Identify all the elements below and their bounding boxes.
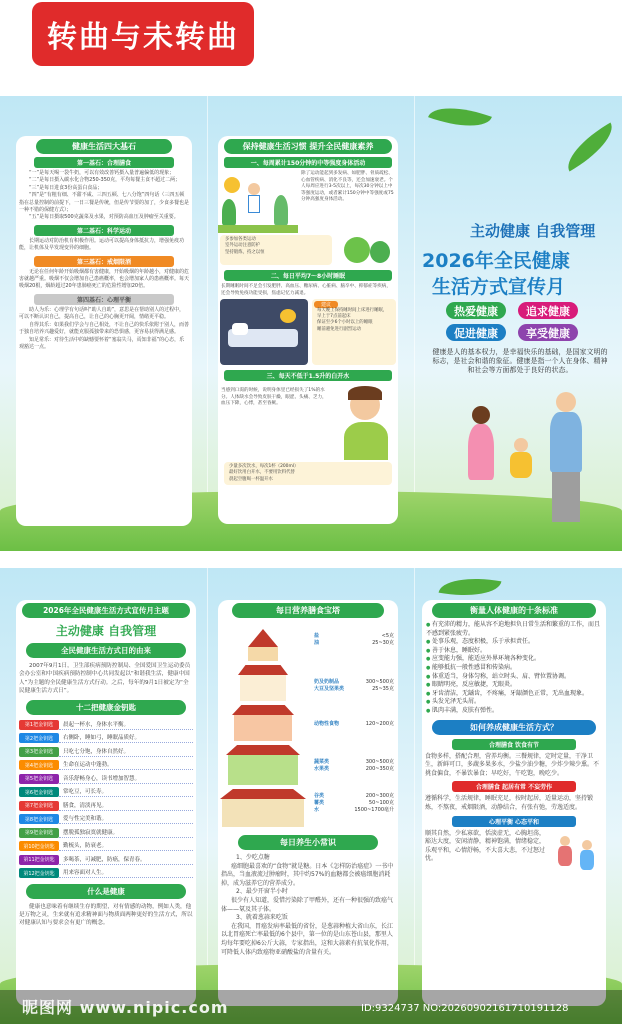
cornerstone-3-text: 无论在任何年龄开始吸烟都有害健康，开始吸烟的年龄越小，对健康的危害就越严重。吸烟不仅会增加自己患癌概率，也会增加家人的患癌概率。每天吸烟20根，烟龄超过20年患肺癌死亡的危险性增加20倍。 xyxy=(19,268,190,290)
level-value: 300~500克 xyxy=(365,759,394,765)
key-row xyxy=(19,746,193,759)
tip-item: 少量多次饮水，每次1杯（200ml） xyxy=(229,464,299,469)
cornerstone-1-text: “五”是每日摄取500克蔬菜及水果，对预防高血压及肿瘤至关重要。 xyxy=(29,214,179,221)
key-row xyxy=(19,867,193,880)
cornerstone-4-title: 第四基石：心理平衡 xyxy=(34,294,174,305)
tip-text: 在我国，胃癌发病率最低的省份，是葱蒜种植大省山东，长江以北胃癌死亡率最低的6个县中，第一位的是山东苍山县，那里人均每年要吃掉6公斤大蒜，专家指出，这和大蒜素有抗氧化作用，可降低人体内致癌物亚硝酸盐的含量有关。 xyxy=(221,922,394,956)
tip-heading: 3、就着葱蒜来吃饭 xyxy=(236,914,288,922)
panel-healthy-habits xyxy=(218,136,398,524)
food-pagoda xyxy=(218,621,398,831)
standard-item: ● 眼睛明亮，反应敏捷，无眼炎。 xyxy=(422,681,606,690)
pagoda-tier-salt-oil xyxy=(248,647,278,661)
key-text: 音乐舒畅身心，读书增加智慧。 xyxy=(59,774,193,784)
cornerstone-1-text: “四”是“有粗有细、不甜不咸、三四五顿、七八分饱”四句话（三四五顿指在总量控制的前提下，一日三餐是传统，但是传节要的加了，少食多餐也是一种不错的保健方式）； xyxy=(19,192,190,214)
tip-item: 最好饮用白开水，不要用饮料代替 xyxy=(229,470,295,476)
key-text: 爱与性完美和谐。 xyxy=(59,814,193,824)
leaf-decoration xyxy=(559,122,622,171)
level-value: <5克 xyxy=(381,633,394,639)
mind-title: 心理平衡 心态平和 xyxy=(452,816,576,827)
key-label: 第2把金钥匙 xyxy=(19,733,59,743)
key-row xyxy=(19,840,193,853)
cornerstone-3-title: 第三基石：戒烟限酒 xyxy=(34,256,174,267)
cover-slogan: 主动健康 自我管理 xyxy=(470,222,596,240)
mind-text: 顺其自然，少私寡欲，恬淡虚无，心胸坦荡，豁达大度，安闲清静，精神饱满，情绪稳定，乐观平和，心情舒畅，不大喜大悲，不过怒过忧。 xyxy=(425,829,546,863)
cover-title-line2: 生活方式宣传月 xyxy=(432,276,566,298)
standard-item: ● 应变能力强，能适应外界环境各种变化。 xyxy=(422,655,606,664)
key-label: 第5把金钥匙 xyxy=(19,774,59,784)
key-text: 用来容面对人生。 xyxy=(59,868,193,878)
key-text: 晨起一杯水，身体水平衡。 xyxy=(59,720,193,730)
key-label: 第11把金钥匙 xyxy=(19,855,59,865)
habit-3-tips xyxy=(224,462,392,485)
key-row xyxy=(19,719,193,732)
cornerstone-2-text: 长期运动对防治机有积极作用。运动可以提高身体抵抗力，增强免疫功能，让机体及早发现变异的细胞。 xyxy=(19,237,185,252)
key-label: 第3把金钥匙 xyxy=(19,747,59,757)
standard-item: ● 肌肉丰满，皮肤有弹性。 xyxy=(422,707,606,716)
leaf-decoration xyxy=(428,96,492,137)
level-name: 蔬菜类 xyxy=(314,759,330,765)
how-title: 如何养成健康生活方式？ xyxy=(432,720,596,735)
habit-2-advice xyxy=(312,299,396,365)
fold-line xyxy=(207,568,208,1024)
pagoda-label-meat xyxy=(314,721,394,728)
level-name: 薯类 xyxy=(314,800,325,806)
panel-health-standards xyxy=(422,600,606,1006)
level-name: 油 xyxy=(314,640,320,646)
pagoda-tier-vegetables xyxy=(228,755,298,785)
sleeping-illustration xyxy=(220,299,308,365)
panel-food-pagoda xyxy=(218,600,398,1006)
fold-line xyxy=(414,96,415,551)
key-row xyxy=(19,773,193,786)
key-row xyxy=(19,800,193,813)
cornerstone-4-text: 自得其乐：如果我们学会与自己相处，不让自己的快乐依附于别人，而善于独自培养兴趣爱好，就能克服孤独带来的恐惧感，更容易获得满足感。 xyxy=(19,321,190,336)
standard-item: ● 能够抵抗一般性感冒和传染病。 xyxy=(422,664,606,673)
advice-label: 建议 xyxy=(314,301,338,308)
top-banner xyxy=(32,2,254,66)
panel-theme-and-keys xyxy=(16,600,196,1006)
tip-text: 很少有人知道，爱惜污染除了甲醛外，还有一种很强的致癌气体——氡及其子体。 xyxy=(221,896,394,913)
cornerstone-4-text: 知足常乐：对待生活中的缺憾要怀着“塞翁失马，焉知非福”的心态，乐观豁达一点。 xyxy=(19,336,185,350)
key-label: 第7把金钥匙 xyxy=(19,801,59,811)
tip-text: 癌细胞最喜欢的“食物”就是糖。日本《怎样防治癌症》一书中指出，当血液流过肿瘤时，其中约57%的血糖都会被癌细胞消耗掉，成为滋养它的营养成分。 xyxy=(221,862,394,887)
habit-3-text: 当感到口渴的时候，说明身体里已经损失了1%的水分。人体缺水会导致皮肤干燥，眼涩、头痛、乏力，血压下降，心悸，甚至昏厥。 xyxy=(221,388,327,407)
habit-1-text: 除了运动能起到多发病、如肥胖、骨质疏松、心血管疾病、消化不良等，还会加速衰老。个人每周应进行3-5次以上，每次30分钟以上中等强度运动，或者累计150分钟中等强度或75分钟高强度身体活动。 xyxy=(301,171,394,202)
level-value: 300~500克 xyxy=(365,679,394,685)
key-text: 膳食，清淡再见。 xyxy=(59,801,193,811)
pagoda-tier-dairy xyxy=(240,675,286,701)
pagoda-roof xyxy=(232,705,294,715)
tag-enjoy-health: 享受健康 xyxy=(518,324,578,341)
cornerstone-1-text: “一”是每天喝一袋牛奶，可以有效改善钙摄入量普遍偏低的现象； xyxy=(29,170,175,176)
origin-title: 全民健康生活方式日的由来 xyxy=(26,643,186,658)
pagoda-roof xyxy=(238,665,288,675)
cornerstone-2-title: 第二基石：科学运动 xyxy=(34,225,174,236)
level-name: 水 xyxy=(314,807,320,813)
cornerstone-1-title: 第一基石：合理膳食 xyxy=(34,157,174,168)
level-value: 200~300克 xyxy=(365,793,394,799)
key-label: 第6把金钥匙 xyxy=(19,787,59,797)
level-name: 动物性食物 xyxy=(314,721,340,727)
tip-item: 睡前避免进行剧烈运动 xyxy=(317,326,361,332)
rest-text: 遵循科学，生活规律，睡眠充足，按时起居，适量运动，坚持锻炼，不熬夜，戒烟限酒，动静结合，有张有弛，劳逸适度。 xyxy=(425,795,594,811)
key-text: 常吃豆，可长寿。 xyxy=(59,787,193,797)
tip-item: 保证至少6个小时以上的睡眠 xyxy=(317,320,373,326)
exercise-people-illustration xyxy=(552,830,606,864)
key-label: 第4把金钥匙 xyxy=(19,760,59,770)
brochure-inner-sheet xyxy=(0,568,622,1024)
pagoda-title: 每日营养膳食宝塔 xyxy=(232,603,384,618)
cover-title-line1: 2026年全民健康 xyxy=(422,250,570,272)
image-id-text: ID:9324737 NO:20260902161710191128 xyxy=(361,1003,569,1014)
habit-2-title: 二、每日平均7～8小时睡眠 xyxy=(224,270,392,281)
level-name: 大豆及坚果类 xyxy=(314,686,345,692)
pagoda-label-grains xyxy=(314,793,394,814)
tip-item: 室外运动注意防护 xyxy=(225,243,261,249)
cornerstone-1-text: “二”是每日摄入碳水化合物250-350克，平均每餐主食不超过二两； xyxy=(29,177,181,184)
key-label: 第1把金钥匙 xyxy=(19,720,59,730)
tip-item: 每天晚上保持睡时间上床进行睡眠，早上于7点前起床 xyxy=(317,308,388,320)
level-name: 奶及奶制品 xyxy=(314,679,340,685)
key-row xyxy=(19,854,193,867)
fold-line xyxy=(207,96,208,551)
keys-title: 十二把健康金钥匙 xyxy=(26,700,186,715)
key-text: 生命在运动中蓬勃。 xyxy=(59,760,193,770)
cover-description: 健康是人的基本权力，是幸福快乐的基础，是国家文明的标志，是社会和谐的象征。健康是指一个人在身体、精神和社会等方面都处于良好的状态。 xyxy=(432,348,608,374)
keys-list xyxy=(16,719,196,880)
habit-3-title: 三、每天不低于1.5升的白开水 xyxy=(224,370,392,381)
standard-item: ● 牙齿清洁，无龋齿，不疼痛，牙龈颜色正常，无出血现象。 xyxy=(422,690,606,699)
level-value: 50~100克 xyxy=(368,800,394,806)
key-row xyxy=(19,786,193,799)
rest-title: 合理膳食 起居有常 不妄劳作 xyxy=(452,781,576,792)
tip-item: 晨起空腹喝一杯温开水 xyxy=(229,476,273,482)
fold-line xyxy=(414,568,415,1024)
level-value: 200~350克 xyxy=(365,766,394,772)
key-text: 右侧卧，睡如弓，睡眠品质好。 xyxy=(59,733,193,743)
level-name: 谷类 xyxy=(314,793,325,799)
standard-item: ● 有充沛的精力，能从容不迫地担负日常生活和繁重的工作，而且不感到紧张疲劳。 xyxy=(422,621,606,638)
key-row xyxy=(19,813,193,826)
drinking-water-illustration xyxy=(334,384,398,460)
cornerstone-4-text: 助人为乐：心理学有句话叫“助人自助”，意思是在帮助别人的过程中，可以不断认识自己，提高自己，让自己的心胸更开阔，情绪更平稳。 xyxy=(19,306,185,321)
key-label: 第8把金钥匙 xyxy=(19,814,59,824)
level-value: 1500~1700毫升 xyxy=(354,807,394,813)
theme-slogan: 主动健康 自我管理 xyxy=(55,624,157,638)
panel-title: 健康生活四大基石 xyxy=(36,139,172,154)
standard-item: ● 体重适当，身体匀称，站立时头、肩、臂位置协调。 xyxy=(422,673,606,682)
level-name: 盐 xyxy=(314,633,320,639)
level-value: 25~30克 xyxy=(372,640,394,646)
tag-love-health: 热爱健康 xyxy=(446,302,506,319)
pagoda-tier-grains xyxy=(222,799,304,827)
habit-1-tips xyxy=(220,235,332,265)
standard-item: ● 头发光泽无头屑。 xyxy=(422,698,606,707)
habit-1-title: 一、每周累计150分钟的中等强度身体活动 xyxy=(224,157,392,168)
key-text: 摆脱孤独寂寞就健康。 xyxy=(59,828,193,838)
origin-text: 2007年9月1日，卫生部疾病预防控制局、全国爱国卫生运动委员会办公室和中国疾病预防控制中心共同发起以“和谐我生活，健康中国人”为主题的全民健康生活方式行动。之后，每年的9月1日被定为“全民健康生活方式日”。 xyxy=(19,663,191,695)
standard-item: ● 善于休息，睡眠好。 xyxy=(422,647,606,656)
tip-item: 多参加各类运动 xyxy=(225,237,256,242)
health-text: 健康也意味着有继续生存的期望，对有情感的动物，例如人类，他是万物之灵，生来就有追求精神面与物质面两种更好的生活方式，所以对健康认知与要求会有更广的概念。 xyxy=(19,903,193,927)
pagoda-label-vegetables xyxy=(314,759,394,773)
pagoda-roof xyxy=(220,789,306,799)
pagoda-tier-meat xyxy=(234,715,292,741)
key-text: 勤梳头，防衰老。 xyxy=(59,841,193,851)
key-label: 第12把金钥匙 xyxy=(19,868,59,878)
health-title: 什么是健康 xyxy=(26,884,186,899)
level-value: 25~35克 xyxy=(372,686,394,692)
leaf-decoration xyxy=(439,571,502,603)
exercise-illustration xyxy=(334,233,398,267)
tip-item: 坚持锻炼，持之以恒 xyxy=(225,249,265,255)
tip-heading: 1、少吃点糖 xyxy=(236,854,270,861)
pagoda-label-dairy xyxy=(314,679,394,693)
banner-title: 转曲与未转曲 xyxy=(47,20,239,55)
site-watermark: 昵图网 www.nipic.com xyxy=(22,998,229,1017)
standard-item: ● 处事乐观，态度积极，乐于承担责任。 xyxy=(422,638,606,647)
pagoda-roof xyxy=(248,629,278,647)
level-value: 120~200克 xyxy=(365,721,394,727)
panel-four-cornerstones xyxy=(16,136,192,526)
brochure-outer-sheet xyxy=(0,96,622,551)
tip-heading: 2、最少开窗半小时 xyxy=(236,888,288,896)
diet-title: 合理膳食 饮食有节 xyxy=(452,739,576,750)
key-label: 第10把金钥匙 xyxy=(19,841,59,851)
habit-2-text: 长期睡眠时间不足会引发肥胖、高血压、糖尿病、心脏病、脑卒中、抑郁症等疾病，还会导致免疫功能受损，焦虑记忆力减退。 xyxy=(221,284,391,296)
theme-bar: 2026年全民健康生活方式宣传月主题 xyxy=(22,603,190,618)
standards-list xyxy=(422,621,606,716)
key-row xyxy=(19,759,193,772)
cornerstone-1-text: “三”是每日进食3份高蛋白食品； xyxy=(29,184,103,191)
diet-text: 食物多样，搭配合理，营养均衡。三餐规律，定时定量，干净卫生，新鲜可口，多蔬多果多水，少盐少油少糖，少炸少辣少熏。不挑食偏食，不暴饮暴食；早吃好，午吃饱，晚吃少。 xyxy=(425,752,600,777)
tag-pursue-health: 追求健康 xyxy=(518,302,578,319)
key-text: 多喝茶，可减肥，防癌，保青春。 xyxy=(59,855,193,865)
pagoda-roof xyxy=(226,745,300,755)
key-row xyxy=(19,732,193,745)
standards-title: 衡量人体健康的十条标准 xyxy=(432,603,596,618)
pagoda-label-salt-oil xyxy=(314,633,394,647)
running-illustration xyxy=(218,171,298,233)
key-text: 只吃七分饱，身体自然好。 xyxy=(59,747,193,757)
level-name: 水果类 xyxy=(314,766,330,772)
family-illustration xyxy=(462,392,602,532)
key-row xyxy=(19,827,193,840)
key-label: 第9把金钥匙 xyxy=(19,828,59,838)
common-sense-title: 每日养生小常识 xyxy=(238,835,378,850)
panel-title: 保持健康生活习惯 提升全民健康素养 xyxy=(224,139,392,154)
tag-promote-health: 促进健康 xyxy=(446,324,506,341)
